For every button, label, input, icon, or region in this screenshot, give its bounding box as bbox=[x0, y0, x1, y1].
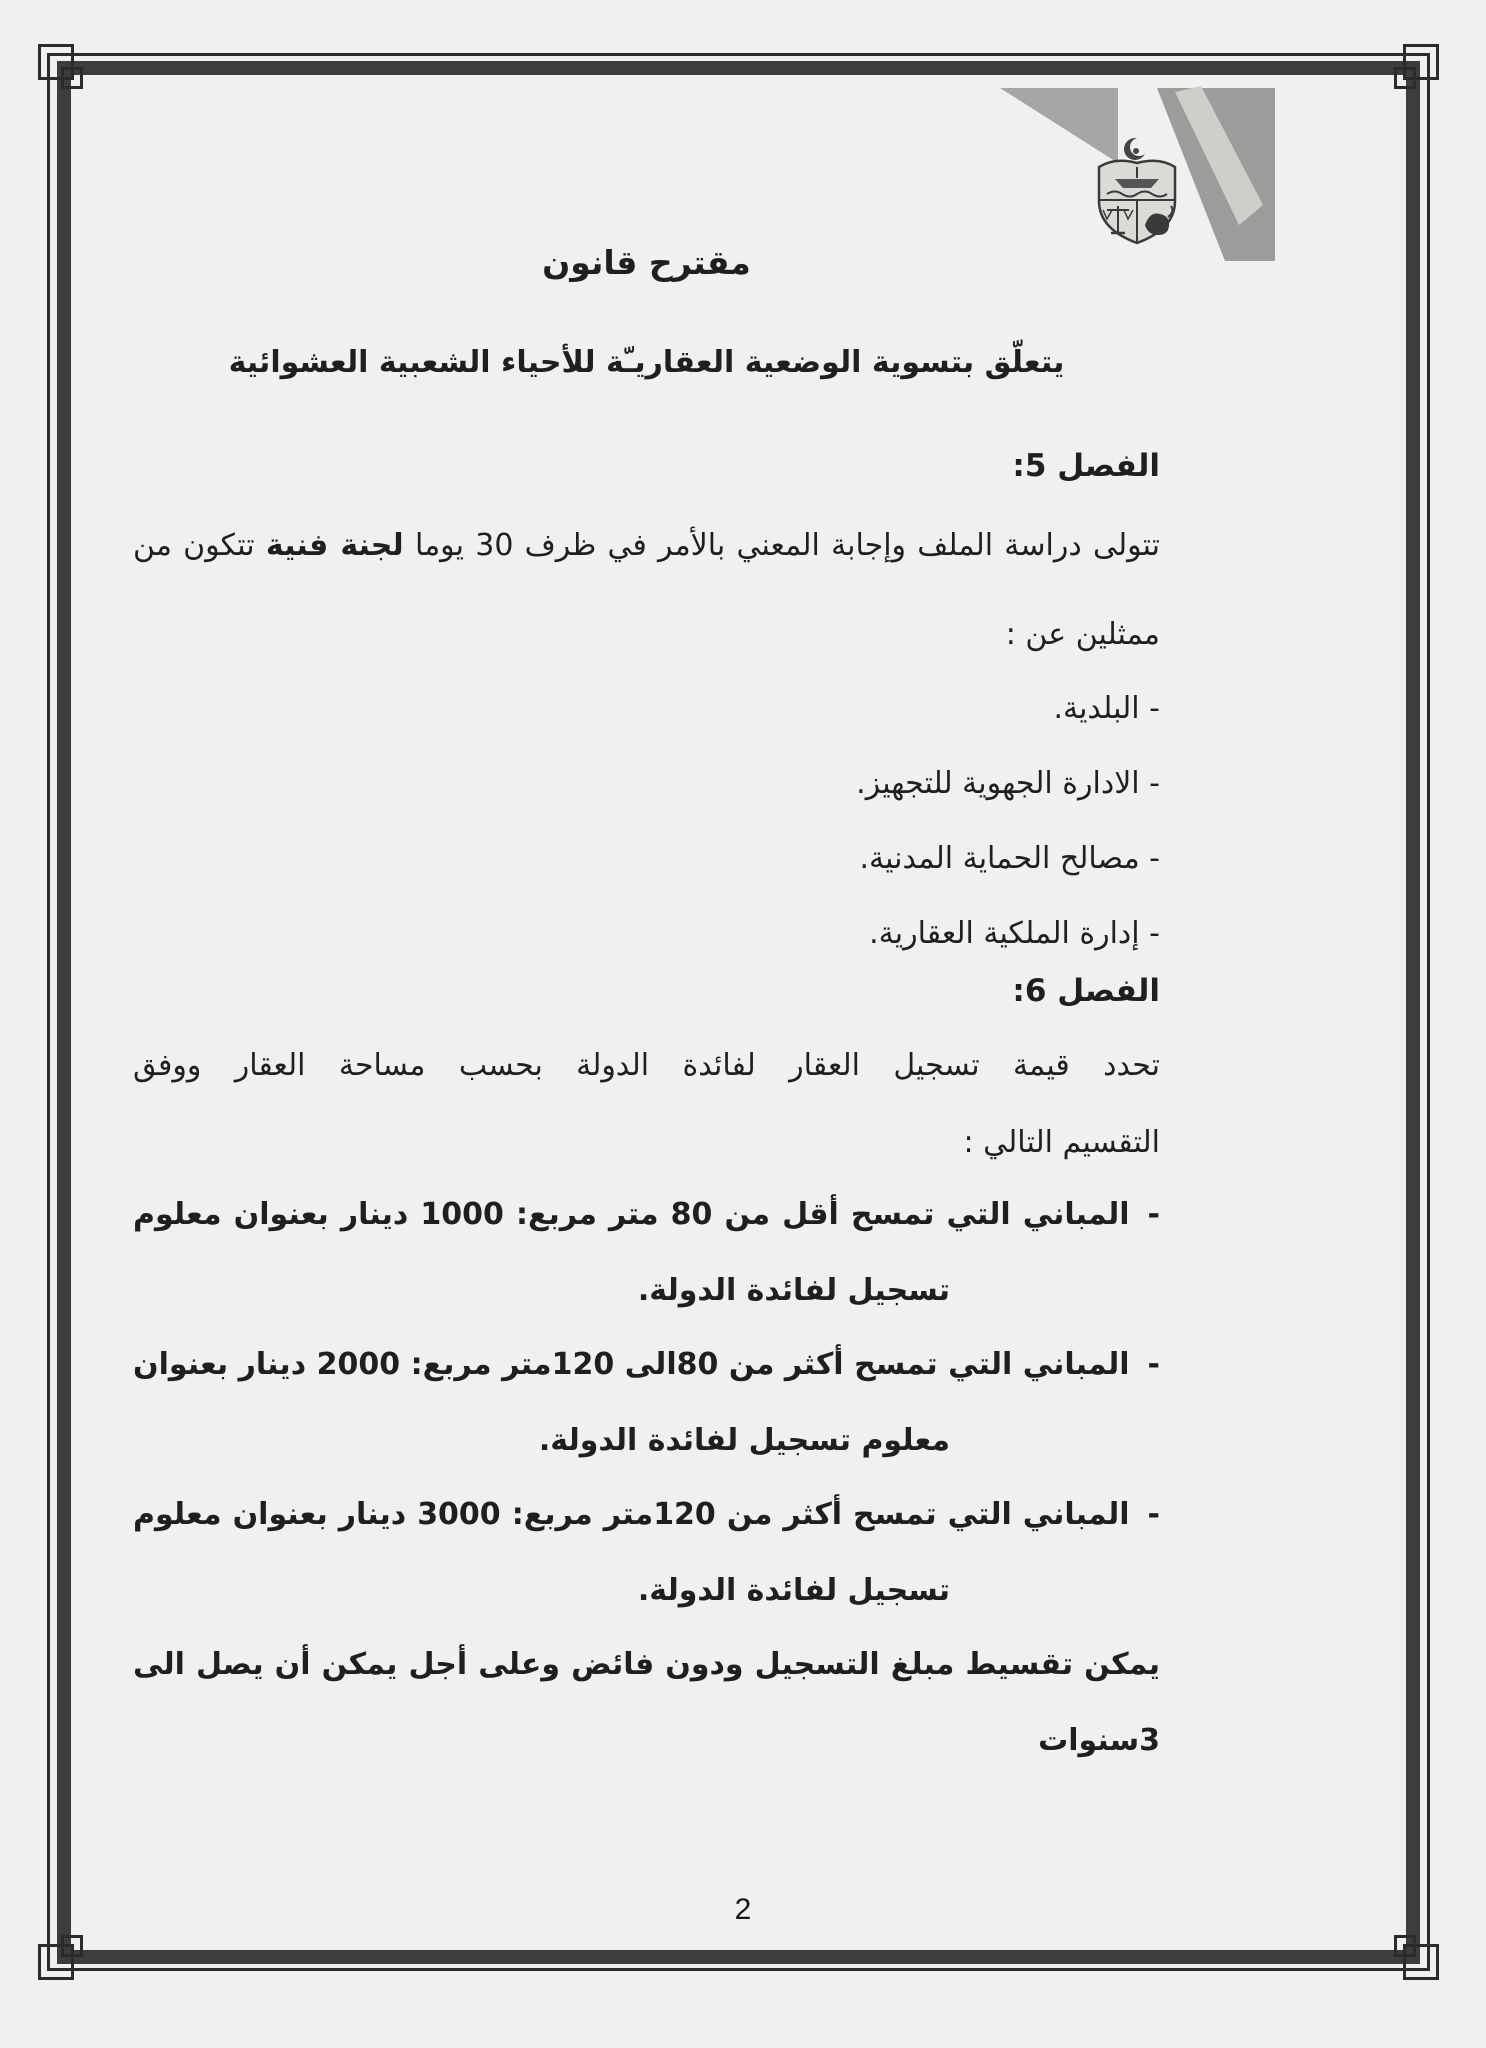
list-item-civil-protection: - مصالح الحماية المدنية. bbox=[859, 841, 1160, 876]
bullet-dash-marker: - bbox=[1147, 1497, 1160, 1532]
frame-corner-ornament bbox=[1403, 44, 1439, 80]
bullet-under-80m2-continuation: تسجيل لفائدة الدولة. bbox=[637, 1273, 950, 1308]
bullet-80-to-120m2-continuation: معلوم تسجيل لفائدة الدولة. bbox=[538, 1423, 950, 1458]
closing-paragraph-line-2: 3سنوات bbox=[1038, 1723, 1160, 1758]
section-6-heading: الفصل 6: bbox=[1012, 973, 1160, 1009]
frame-corner-ornament bbox=[38, 44, 74, 80]
section-6-paragraph-line-2: التقسيم التالي : bbox=[963, 1125, 1160, 1160]
section-5-paragraph-text: تتولى دراسة الملف وإجابة المعني بالأمر في ظرف 30 يوما bbox=[403, 528, 1160, 563]
frame-corner-ornament bbox=[1403, 1944, 1439, 1980]
document-subtitle: يتعلّق بتسوية الوضعية العقاريـّة للأحياء الشعبية العشوائية bbox=[228, 345, 1065, 380]
section-6-paragraph-line-1: تحدد قيمة تسجيل العقار لفائدة الدولة بحسب مساحة العقار ووفق bbox=[133, 1048, 1160, 1083]
bullet-under-80m2 bbox=[133, 1192, 1160, 1238]
bullet-dash-marker: - bbox=[1147, 1347, 1160, 1382]
list-item-regional-equipment-admin: - الادارة الجهوية للتجهيز. bbox=[856, 766, 1160, 801]
bullet-text: المباني التي تمسح أكثر من 80الى 120متر مربع: 2000 دينار بعنوان bbox=[133, 1347, 1130, 1382]
bullet-dash-marker: - bbox=[1147, 1197, 1160, 1232]
bullet-text: المباني التي تمسح أكثر من 120متر مربع: 3000 دينار بعنوان معلوم bbox=[133, 1497, 1130, 1532]
page-number: 2 bbox=[734, 1893, 752, 1926]
section-5-paragraph-line-1 bbox=[133, 523, 1160, 569]
bullet-over-120m2-continuation: تسجيل لفائدة الدولة. bbox=[637, 1573, 950, 1608]
list-item-municipality: - البلدية. bbox=[1053, 691, 1160, 726]
document-body bbox=[133, 0, 1160, 2048]
section-5-heading: الفصل 5: bbox=[1012, 448, 1160, 484]
section-5-paragraph-line-2: ممثلين عن : bbox=[1005, 617, 1160, 652]
bullet-text: المباني التي تمسح أقل من 80 متر مربع: 1000 دينار بعنوان معلوم bbox=[133, 1197, 1130, 1232]
section-5-paragraph-text: تتكون من bbox=[133, 528, 266, 563]
bullet-over-120m2 bbox=[133, 1492, 1160, 1538]
bullet-80-to-120m2 bbox=[133, 1342, 1160, 1388]
document-title: مقترح قانون bbox=[542, 243, 751, 282]
list-item-land-property-admin: - إدارة الملكية العقارية. bbox=[869, 916, 1160, 951]
frame-corner-ornament bbox=[38, 1944, 74, 1980]
section-5-paragraph-emphasis: لجنة فنية bbox=[265, 528, 404, 563]
closing-paragraph-line-1: يمكن تقسيط مبلغ التسجيل ودون فائض وعلى أجل يمكن أن يصل الى bbox=[133, 1647, 1160, 1682]
